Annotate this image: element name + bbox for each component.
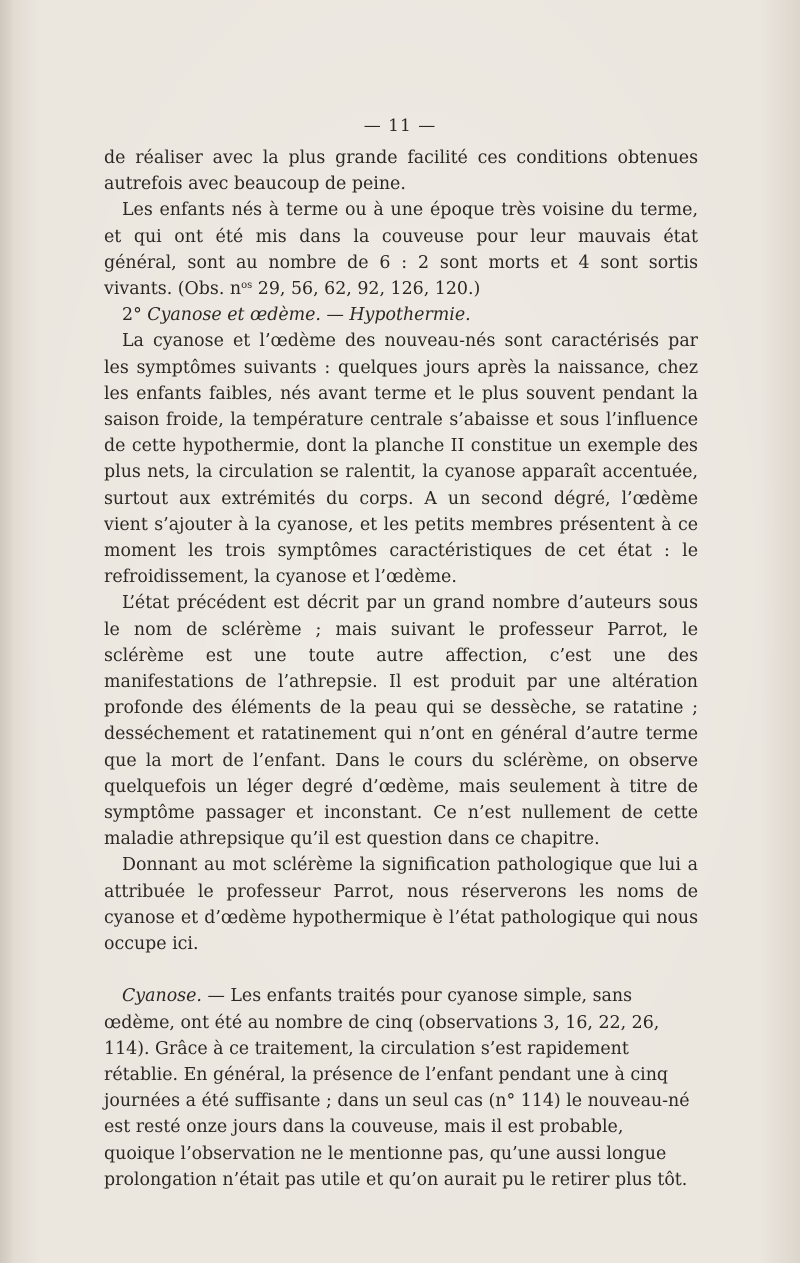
paragraph-cyanose-cases: [104, 983, 698, 1193]
cyanose-body: — Les enfants traités pour cyanose simple, sans œdème, ont été au nombre de cinq (observations 3, 16, 22, 26, 114). Grâce à ce traitement, la circulation s’est rapidement rétablie. En général, la présence de l’enfant pendant une à cinq journées a été suffisante ; dans un seul cas (n° 114) le nouveau-né est resté onze jours dans la couveuse, mais il est probable, quoique l’observation ne le mentionne pas, qu’une aussi longue prolongation n’était pas utile et qu’on aurait pu le retirer plus tôt.: [104, 986, 690, 1190]
section-number: 2°: [122, 305, 148, 326]
paragraph-sclereme: L’état précédent est décrit par un grand nombre d’auteurs sous le nom de sclérème ; mais suivant le professeur Parrot, le sclérème est une toute autre affection, c’est une des manifestations de l’athrepsie. Il est produit par une altération profonde des éléments de la peau qui se dessèche, se ratatine ; desséchement et ratatinement qui n’ont en général d’autre terme que la mort de l’enfant. Dans le cours du sclérème, on observe quelquefois un léger degré d’œdème, mais seulement à titre de symptôme passager et inconstant. Ce n’est nullement de cette maladie athrepsique qu’il est question dans ce chapitre.: [104, 593, 698, 850]
page-number: — 11 —: [363, 116, 437, 136]
section-title: Cyanose et œdème. — Hypothermie.: [147, 305, 471, 326]
paragraph-cyanosis-description: La cyanose et l’œdème des nouveau-nés sont caractérisés par les symptômes suivants : quelques jours après la naissance, chez les enfants faibles, nés avant terme et le plus souvent pendant la saison froide, la température centrale s’abaisse et sous l’influence de cette hypothermie, dont la planche II constitue un exemple des plus nets, la circulation se ralentit, la cyanose apparaît accentuée, surtout aux extrémités du corps. A un second dégré, l’œdème vient s’ajouter à la cyanose, et les petits membres présentent à ce moment les trois symptômes caractéristiques de cet état : le refroidissement, la cyanose et l’œdème.: [104, 331, 698, 588]
p2-end: 29, 56, 62, 92, 126, 120.): [252, 279, 481, 300]
paragraph-terminology: Donnant au mot sclérème la signification pathologique que lui a attribuée le professeur Parrot, nous réserverons les noms de cyanose et d’œdème hypothermique è l’état pathologique qui nous occupe ici.: [104, 855, 698, 955]
cyanose-lead: Cyanose.: [122, 986, 202, 1007]
section-heading: [104, 302, 698, 328]
paragraph-continuation: de réaliser avec la plus grande facilité ces conditions obtenues autrefois avec beaucoup de peine.: [104, 148, 698, 195]
p2-main: Les enfants nés à terme ou à une époque très voisine du terme, et qui ont été mis dans la couveuse pour leur mauvais état général, sont au nombre de 6 : 2 sont morts et 4 sont sortis vivants. (Obs. n: [104, 200, 698, 300]
page-edge-shadow: [0, 0, 14, 1263]
p2-superscript: os: [241, 280, 253, 292]
paragraph-full-term-infants: [104, 197, 698, 302]
body-text: [104, 145, 698, 1193]
